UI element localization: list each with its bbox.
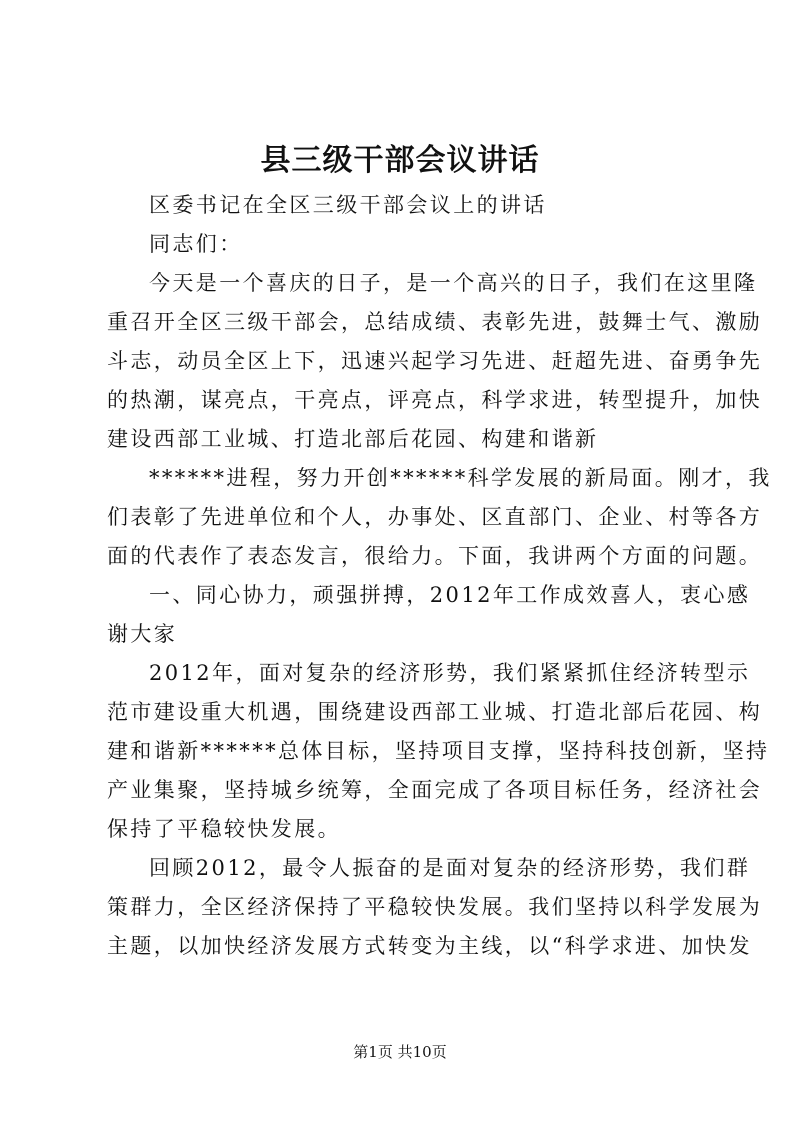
text-line: 范市建设重大机遇，围绕建设西部工业城、打造北部后花园、构 xyxy=(107,700,763,724)
text-line: 们表彰了先进单位和个人，办事处、区直部门、企业、村等各方 xyxy=(107,505,763,529)
text-line: 重召开全区三级干部会，总结成绩、表彰先进，鼓舞士气、激励 xyxy=(107,310,763,334)
text-line: 一、同心协力，顽强拼搏，2012年工作成效喜人，衷心感 xyxy=(149,583,751,607)
text-line: ******进程，努力开创******科学发展的新局面。刚才，我 xyxy=(149,466,772,490)
text-line: 产业集聚，坚持城乡统筹，全面完成了各项目标任务，经济社会 xyxy=(107,778,763,802)
text-line: 面的代表作了表态发言，很给力。下面，我讲两个方面的问题。 xyxy=(107,544,763,568)
text-line: 建设西部工业城、打造北部后花园、构建和谐新 xyxy=(107,427,599,451)
text-line: 今天是一个喜庆的日子，是一个高兴的日子，我们在这里隆 xyxy=(149,271,758,295)
text-line: 2012年，面对复杂的经济形势，我们紧紧抓住经济转型示 xyxy=(149,661,751,685)
text-line: 谢大家 xyxy=(107,622,178,646)
text-line: 斗志，动员全区上下，迅速兴起学习先进、赶超先进、奋勇争先 xyxy=(107,349,763,373)
text-line: 的热潮，谋亮点，干亮点，评亮点，科学求进，转型提升，加快 xyxy=(107,388,763,412)
text-line: 保持了平稳较快发展。 xyxy=(107,817,341,841)
text-line: 策群力，全区经济保持了平稳较快发展。我们坚持以科学发展为 xyxy=(107,895,763,919)
text-line: 同志们： xyxy=(149,232,243,256)
text-line: 回顾2012，最令人振奋的是面对复杂的经济形势，我们群 xyxy=(149,856,751,880)
page-footer: 第1页 共10页 xyxy=(353,1043,447,1061)
document-body xyxy=(107,186,772,966)
text-line: 区委书记在全区三级干部会议上的讲话 xyxy=(149,193,547,217)
text-line: 主题，以加快经济发展方式转变为主线，以“科学求进、加快发 xyxy=(107,934,752,958)
page-title: 县三级干部会议讲话 xyxy=(260,143,540,178)
text-line: 建和谐新******总体目标，坚持项目支撑，坚持科技创新，坚持 xyxy=(107,739,770,763)
